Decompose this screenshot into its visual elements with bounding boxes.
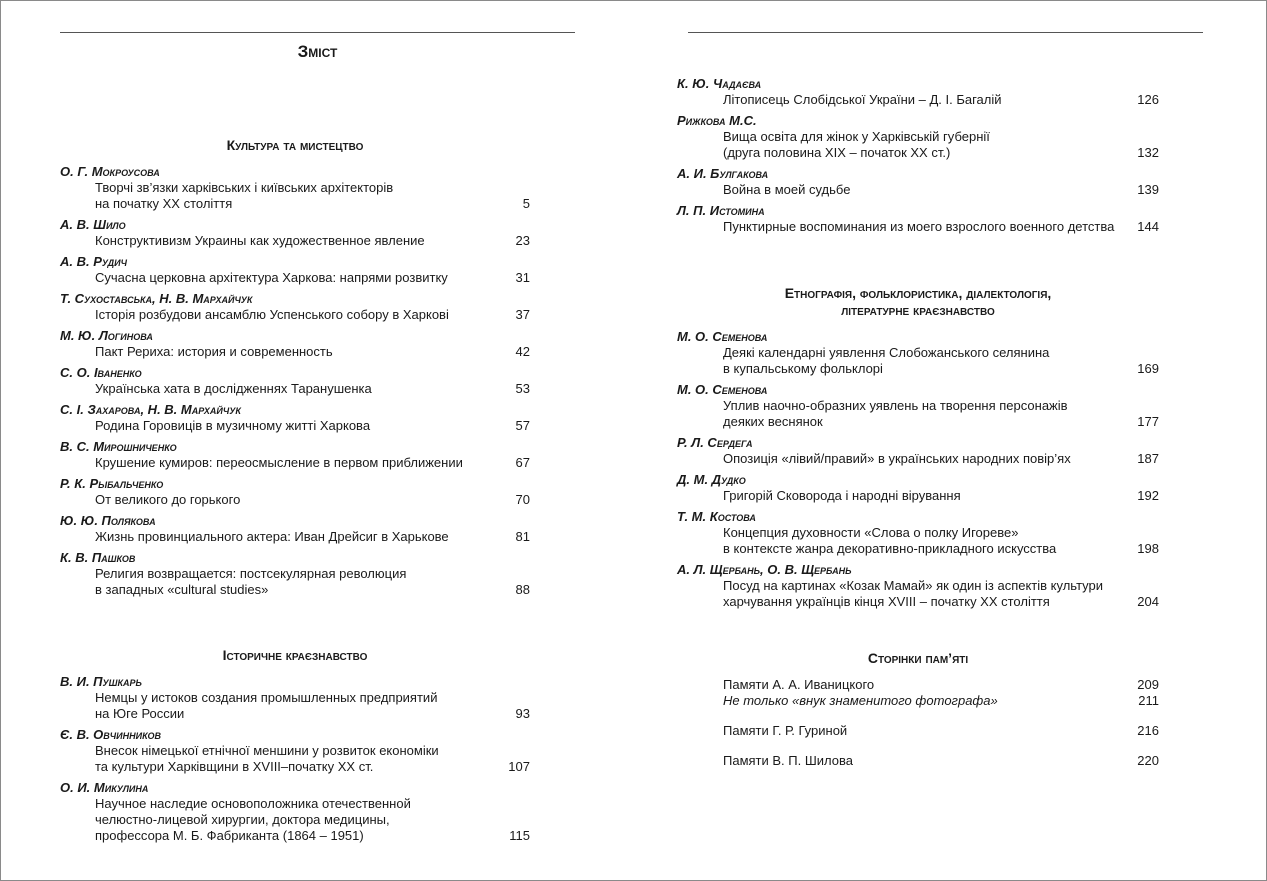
entry-page-number: 177 — [1137, 414, 1159, 429]
entry-page-number: 31 — [515, 270, 530, 285]
entry-title-line: Опозиція «лівий/правий» в українських народних повір’ях — [723, 451, 1071, 466]
entry-page-number: 198 — [1137, 541, 1159, 556]
left-page-contents — [60, 0, 530, 849]
section-heading — [60, 647, 530, 664]
entry-title[interactable] — [677, 129, 1119, 161]
entry-title-line: харчування українців кінця XVIII – початку XX століття — [723, 594, 1050, 609]
entry-page-number: 169 — [1137, 361, 1159, 376]
entry-page-number: 53 — [515, 381, 530, 396]
entry-row — [60, 743, 530, 775]
toc-entry[interactable] — [60, 439, 530, 471]
section-heading-line: Історичне краєзнавство — [222, 647, 368, 663]
entry-author: К. Ю. Чадаєва — [677, 76, 762, 91]
entry-title-line: Деякі календарні уявлення Слобожанського селянина — [723, 345, 1050, 360]
entry-author: М. О. Семенова — [677, 382, 768, 397]
entry-page-number: 37 — [515, 307, 530, 322]
memory-entry-title: Памяти В. П. Шилова — [723, 753, 853, 768]
entry-author: С. О. Іваненко — [60, 365, 142, 380]
toc-entry[interactable] — [60, 291, 530, 323]
toc-entry[interactable] — [677, 166, 1159, 198]
entry-author: Р. Л. Сердега — [677, 435, 753, 450]
entry-title[interactable] — [677, 525, 1119, 557]
entry-row — [60, 233, 530, 249]
entry-title-line: в контексте жанра декоративно-прикладного искусства — [723, 541, 1057, 556]
entry-author: Л. П. Истомина — [677, 203, 765, 218]
entry-row — [60, 492, 530, 508]
toc-entry[interactable] — [60, 254, 530, 286]
entry-title[interactable] — [60, 344, 490, 360]
entry-author: К. В. Пашков — [60, 550, 136, 565]
memory-entry[interactable] — [677, 677, 1159, 693]
memory-entry[interactable] — [677, 693, 1159, 709]
entry-page-number: 23 — [515, 233, 530, 248]
entry-page-number: 187 — [1137, 451, 1159, 466]
memory-entry-page: 220 — [1137, 753, 1159, 768]
entry-title-line: на Юге России — [95, 706, 185, 721]
section-heading: Сторінки пам’яті — [867, 650, 969, 666]
entry-title[interactable] — [60, 270, 490, 286]
entry-row — [677, 451, 1159, 467]
entry-title[interactable] — [677, 578, 1119, 610]
memory-entry-page: 209 — [1137, 677, 1159, 692]
entry-title[interactable] — [677, 345, 1119, 377]
entry-title-line: Религия возвращается: постсекулярная революция — [95, 566, 407, 581]
entry-title[interactable] — [677, 451, 1119, 467]
entry-page-number: 67 — [515, 455, 530, 470]
memory-entry[interactable] — [677, 723, 1159, 739]
entry-page-number: 192 — [1137, 488, 1159, 503]
entry-row — [60, 307, 530, 323]
entry-page-number: 115 — [509, 828, 530, 843]
toc-entry[interactable] — [677, 562, 1159, 610]
entry-title[interactable] — [60, 690, 490, 722]
entry-author: С. І. Захарова, Н. В. Мархайчук — [60, 402, 241, 417]
entry-author: Рижкова М.С. — [677, 113, 757, 128]
entry-row — [60, 566, 530, 598]
section-heading — [677, 285, 1159, 319]
entry-row — [60, 690, 530, 722]
toc-entry[interactable] — [60, 513, 530, 545]
toc-entry[interactable] — [60, 674, 530, 722]
section-heading-line: Етнографія, фольклористика, діалектологія, — [784, 285, 1052, 301]
entry-title-line: Уплив наочно-образних уявлень на творення персонажів — [723, 398, 1068, 413]
entry-title-line: Концепция духовности «Слова о полку Игореве» — [723, 525, 1019, 540]
entry-title-line: в западных «cultural studies» — [95, 582, 269, 597]
entry-author: В. С. Мирошниченко — [60, 439, 177, 454]
toc-entry[interactable] — [60, 164, 530, 212]
memory-entry-title: Не только «внук знаменитого фотографа» — [723, 693, 998, 708]
memory-entry[interactable] — [677, 753, 1159, 769]
toc-entry[interactable] — [677, 472, 1159, 504]
toc-entry[interactable] — [60, 365, 530, 397]
toc-entry[interactable] — [60, 780, 530, 844]
entry-title-line: Посуд на картинах «Козак Мамай» як один із аспектів культури — [723, 578, 1104, 593]
entry-row — [60, 344, 530, 360]
entry-author: О. И. Микулина — [60, 780, 149, 795]
entry-page-number: 88 — [515, 582, 530, 597]
entry-title[interactable] — [60, 492, 490, 508]
entry-row — [60, 270, 530, 286]
entry-page-number: 57 — [515, 418, 530, 433]
entry-author: В. И. Пушкарь — [60, 674, 142, 689]
entry-row — [677, 92, 1159, 108]
entry-row — [60, 455, 530, 471]
entry-row — [677, 488, 1159, 504]
entry-title[interactable] — [60, 307, 490, 323]
entry-page-number: 139 — [1137, 182, 1159, 197]
entry-author: М. О. Семенова — [677, 329, 768, 344]
entry-author: А. В. Рудич — [60, 254, 127, 269]
entry-title[interactable] — [60, 180, 490, 212]
toc-entry[interactable] — [60, 727, 530, 775]
entry-row — [677, 398, 1159, 430]
toc-entry[interactable] — [677, 509, 1159, 557]
entry-title[interactable] — [60, 796, 490, 844]
entry-title-line: Конструктивизм Украины как художественное явление — [95, 233, 425, 248]
entry-page-number: 5 — [522, 196, 530, 211]
entry-author: Ю. Ю. Полякова — [60, 513, 156, 528]
entry-title-line: Сучасна церковна архітектура Харкова: напрями розвитку — [95, 270, 448, 285]
entry-row — [60, 418, 530, 434]
entry-row — [677, 345, 1159, 377]
entry-author: Д. М. Дудко — [677, 472, 746, 487]
entry-row — [677, 578, 1159, 610]
toc-entry[interactable] — [60, 476, 530, 508]
entry-title-line: та культури Харківщини в XVIII–початку XX ст. — [95, 759, 374, 774]
entry-row — [677, 129, 1159, 161]
entry-title-line: деяких веснянок — [723, 414, 823, 429]
entry-title[interactable] — [677, 488, 1119, 504]
entry-title[interactable] — [677, 92, 1119, 108]
toc-entry[interactable] — [677, 203, 1159, 235]
entry-page-number: 81 — [515, 529, 530, 544]
toc-entry[interactable] — [677, 329, 1159, 377]
toc-entry[interactable] — [677, 382, 1159, 430]
entry-title-line: Пакт Рериха: история и современность — [95, 344, 333, 359]
toc-entry[interactable] — [60, 328, 530, 360]
entry-row — [60, 180, 530, 212]
entry-title-line: Немцы у истоков создания промышленных предприятий — [95, 690, 438, 705]
entry-title-line: Внесок німецької етнічної меншини у розвиток економіки — [95, 743, 439, 758]
entry-author: Т. Сухоставська, Н. В. Мархайчук — [60, 291, 253, 306]
toc-entry[interactable] — [677, 76, 1159, 108]
entry-author: Є. В. Овчинников — [60, 727, 162, 742]
entry-title[interactable] — [60, 566, 490, 598]
entry-title-line: От великого до горького — [95, 492, 241, 507]
memory-entry-page: 216 — [1137, 723, 1159, 738]
entry-title-line: Українська хата в дослідженнях Таранушенка — [95, 381, 372, 396]
entry-title[interactable] — [677, 398, 1119, 430]
page-title: Зміст — [297, 42, 338, 61]
entry-title[interactable] — [60, 381, 490, 397]
entry-page-number: 93 — [515, 706, 530, 721]
entry-title-line: Крушение кумиров: переосмысление в первом приближении — [95, 455, 463, 470]
entry-author: О. Г. Мокроусова — [60, 164, 160, 179]
entry-title[interactable] — [677, 219, 1119, 235]
section-heading-line: Культура та мистецтво — [226, 137, 364, 153]
entry-row — [677, 219, 1159, 235]
entry-title-line: Історія розбудови ансамблю Успенського собору в Харкові — [95, 307, 449, 322]
toc-entry[interactable] — [60, 217, 530, 249]
entry-row — [677, 182, 1159, 198]
memory-entry-title: Памяти А. А. Иваницкого — [723, 677, 875, 692]
memory-entry-title: Памяти Г. Р. Гуриной — [723, 723, 848, 738]
memory-entry-page: 211 — [1138, 693, 1159, 708]
entry-author: А. И. Булгакова — [677, 166, 769, 181]
entry-row — [60, 529, 530, 545]
entry-title-line: Научное наследие основоположника отечественной — [95, 796, 411, 811]
entry-title-line: (друга половина XIX – початок XX ст.) — [723, 145, 951, 160]
entry-title-line: Жизнь провинциального актера: Иван Дрейсиг в Харькове — [95, 529, 449, 544]
section-heading — [60, 137, 530, 154]
right-page-contents — [677, 0, 1159, 769]
entry-page-number: 132 — [1137, 145, 1159, 160]
entry-author: Р. К. Рыбальченко — [60, 476, 164, 491]
entry-title-line: на початку ХХ століття — [95, 196, 233, 211]
entry-title[interactable] — [60, 529, 490, 545]
entry-page-number: 126 — [1137, 92, 1159, 107]
entry-row — [60, 796, 530, 844]
section-heading-line: літературне краєзнавство — [841, 302, 995, 318]
entry-title-line: Вища освіта для жінок у Харківській губернії — [723, 129, 990, 144]
entry-title-line: Григорій Сковорода і народні вірування — [723, 488, 961, 503]
entry-page-number: 42 — [515, 344, 530, 359]
entry-title[interactable] — [60, 743, 490, 775]
entry-title-line: Літописець Слобідської України – Д. І. Багалій — [723, 92, 1002, 107]
entry-title-line: Родина Горовиців в музичному житті Харкова — [95, 418, 371, 433]
toc-entry[interactable] — [60, 550, 530, 598]
entry-author: М. Ю. Логинова — [60, 328, 153, 343]
entry-title-line: профессора М. Б. Фабриканта (1864 – 1951) — [95, 828, 364, 843]
toc-entry[interactable] — [677, 113, 1159, 161]
entry-row — [677, 525, 1159, 557]
entry-author: А. В. Шило — [60, 217, 126, 232]
entry-title-line: Пунктирные воспоминания из моего взрослого военного детства — [723, 219, 1115, 234]
entry-title-line: в купальському фольклорі — [723, 361, 883, 376]
entry-row — [60, 381, 530, 397]
entry-author: Т. М. Костова — [677, 509, 756, 524]
entry-author: А. Л. Щербань, О. В. Щербань — [677, 562, 852, 577]
entry-page-number: 144 — [1137, 219, 1159, 234]
entry-title[interactable] — [60, 418, 490, 434]
entry-title[interactable] — [677, 182, 1119, 198]
entry-title[interactable] — [60, 233, 490, 249]
toc-entry[interactable] — [60, 402, 530, 434]
entry-title[interactable] — [60, 455, 490, 471]
entry-title-line: Война в моей судьбе — [723, 182, 851, 197]
toc-entry[interactable] — [677, 435, 1159, 467]
entry-title-line: Творчі зв’язки харківських і київських архітекторів — [95, 180, 394, 195]
entry-title-line: челюстно-лицевой хирургии, доктора медицины, — [95, 812, 390, 827]
entry-page-number: 70 — [515, 492, 530, 507]
entry-page-number: 204 — [1137, 594, 1159, 609]
entry-page-number: 107 — [508, 759, 530, 774]
